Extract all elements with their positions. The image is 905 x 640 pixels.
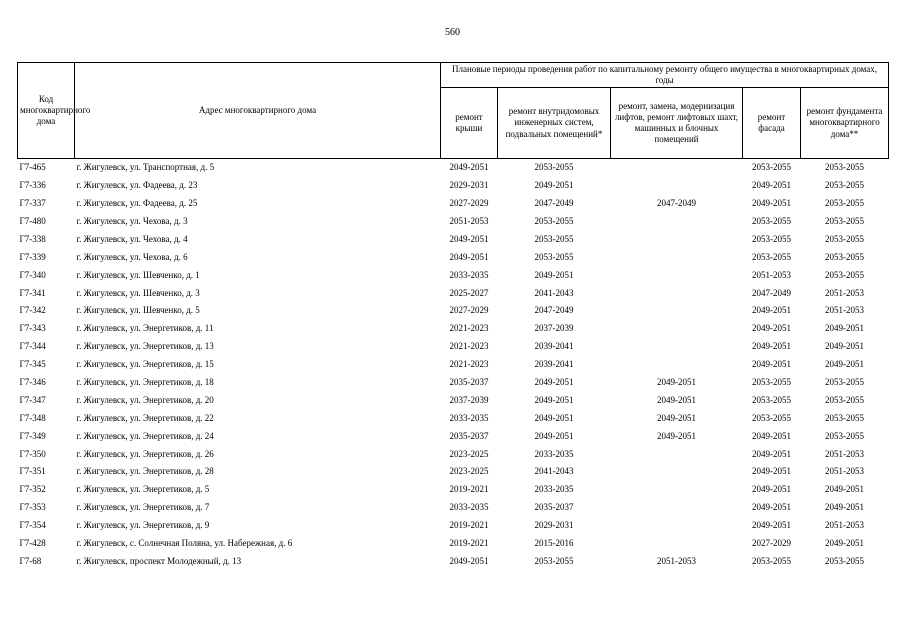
cell-code: Г7-465 (19, 162, 46, 173)
cell-facade: 2049-2051 (752, 305, 791, 316)
table-row (18, 195, 889, 213)
cell-lifts (611, 481, 743, 499)
cell-lifts (611, 213, 743, 231)
cell-lifts: 2049-2051 (657, 394, 696, 405)
cell-address: г. Жигулевск, с. Солнечная Поляна, ул. Набережная, д. 6 (76, 538, 293, 549)
cell-code: Г7-345 (19, 359, 46, 370)
cell-roof: 2049-2051 (449, 162, 489, 173)
cell-systems: 2053-2055 (534, 162, 574, 173)
table-row (18, 481, 889, 499)
cell-code: Г7-344 (19, 341, 46, 352)
cell-foundation: 2053-2055 (825, 412, 865, 423)
cell-code: Г7-68 (19, 555, 42, 566)
cell-roof: 2051-2053 (449, 215, 489, 226)
cell-code: Г7-336 (19, 180, 46, 191)
cell-address: г. Жигулевск, ул. Энергетиков, д. 9 (76, 520, 210, 531)
cell-address: г. Жигулевск, ул. Энергетиков, д. 11 (76, 323, 214, 334)
cell-foundation: 2051-2053 (825, 305, 865, 316)
cell-systems: 2049-2051 (534, 269, 574, 280)
cell-foundation: 2049-2051 (825, 538, 865, 549)
cell-code: Г7-343 (19, 323, 46, 334)
cell-address: г. Жигулевск, ул. Энергетиков, д. 24 (76, 430, 214, 441)
cell-facade: 2053-2055 (752, 162, 791, 173)
table-header (18, 63, 889, 159)
table-row (18, 463, 889, 481)
cell-systems: 2049-2051 (534, 412, 574, 423)
cell-systems: 2049-2051 (534, 180, 574, 191)
cell-code: Г7-428 (19, 538, 46, 549)
cell-systems: 2053-2055 (534, 233, 574, 244)
cell-lifts (611, 463, 743, 481)
table-body (18, 159, 889, 571)
cell-lifts (611, 356, 743, 374)
cell-facade: 2053-2055 (752, 394, 791, 405)
cell-foundation: 2053-2055 (825, 394, 865, 405)
cell-facade: 2049-2051 (752, 323, 791, 334)
header-address: Адрес многоквартирного дома (75, 63, 441, 159)
cell-foundation: 2051-2053 (825, 520, 865, 531)
cell-facade: 2053-2055 (752, 215, 791, 226)
cell-foundation: 2053-2055 (825, 555, 865, 566)
cell-facade: 2049-2051 (752, 448, 791, 459)
cell-facade: 2049-2051 (752, 341, 791, 352)
cell-facade: 2051-2053 (752, 269, 791, 280)
cell-facade: 2053-2055 (752, 251, 791, 262)
cell-systems: 2015-2016 (534, 538, 574, 549)
cell-facade: 2027-2029 (752, 538, 791, 549)
table-row (18, 499, 889, 517)
cell-lifts (611, 320, 743, 338)
cell-code: Г7-346 (19, 377, 46, 387)
cell-roof: 2021-2023 (449, 359, 489, 370)
cell-lifts (611, 338, 743, 356)
cell-facade: 2049-2051 (752, 484, 791, 495)
cell-foundation: 2053-2055 (825, 198, 865, 209)
table-row (18, 392, 889, 410)
cell-address: г. Жигулевск, ул. Энергетиков, д. 20 (76, 394, 214, 405)
table-row (18, 213, 889, 231)
cell-lifts: 2047-2049 (657, 198, 696, 209)
header-lifts: ремонт, замена, модернизация лифтов, ремонт лифтовых шахт, машинных и блочных помещений (611, 88, 743, 159)
cell-foundation: 2053-2055 (825, 215, 865, 226)
cell-code: Г7-340 (19, 269, 46, 280)
cell-code: Г7-349 (19, 430, 46, 441)
cell-foundation: 2049-2051 (825, 359, 865, 370)
cell-systems: 2049-2051 (534, 430, 574, 441)
cell-address: г. Жигулевск, ул. Энергетиков, д. 28 (76, 466, 214, 477)
capital-repair-table (17, 62, 889, 570)
cell-roof: 2049-2051 (449, 233, 489, 244)
cell-facade: 2053-2055 (752, 412, 791, 423)
cell-address: г. Жигулевск, ул. Фадеева, д. 23 (76, 180, 198, 191)
cell-lifts (611, 517, 743, 535)
cell-facade: 2053-2055 (752, 233, 791, 244)
cell-address: г. Жигулевск, ул. Энергетиков, д. 13 (76, 341, 214, 352)
cell-roof: 2023-2025 (449, 466, 489, 477)
table-row (18, 177, 889, 195)
cell-roof: 2033-2035 (449, 269, 489, 280)
cell-address: г. Жигулевск, ул. Энергетиков, д. 26 (76, 448, 214, 459)
cell-roof: 2029-2031 (449, 180, 489, 191)
cell-address: г. Жигулевск, ул. Энергетиков, д. 5 (76, 484, 210, 495)
cell-lifts: 2049-2051 (657, 430, 696, 441)
table-row (18, 553, 889, 571)
cell-roof: 2021-2023 (449, 323, 489, 334)
cell-lifts (611, 445, 743, 463)
cell-lifts (611, 266, 743, 284)
cell-code: Г7-338 (19, 233, 46, 244)
header-systems: ремонт внутридомовых инженерных систем, подвальных помещений* (498, 88, 611, 159)
cell-address: г. Жигулевск, ул. Шевченко, д. 3 (76, 287, 200, 298)
cell-foundation: 2053-2055 (825, 377, 865, 387)
cell-code: Г7-352 (19, 484, 46, 495)
cell-address: г. Жигулевск, ул. Чехова, д. 3 (76, 215, 188, 226)
cell-lifts (611, 231, 743, 249)
cell-roof: 2035-2037 (449, 430, 489, 441)
cell-code: Г7-351 (19, 466, 46, 477)
cell-lifts (611, 177, 743, 195)
cell-lifts (611, 159, 743, 177)
cell-roof: 2019-2021 (449, 538, 489, 549)
cell-lifts: 2049-2051 (657, 412, 696, 423)
cell-foundation: 2049-2051 (825, 484, 865, 495)
cell-code: Г7-347 (19, 394, 46, 405)
header-code: Код многоквартирного дома (18, 63, 75, 159)
cell-roof: 2049-2051 (449, 555, 489, 566)
cell-address: г. Жигулевск, ул. Энергетиков, д. 22 (76, 412, 214, 423)
cell-address: г. Жигулевск, ул. Энергетиков, д. 7 (76, 502, 210, 513)
cell-code: Г7-354 (19, 520, 46, 531)
cell-roof: 2025-2027 (449, 287, 489, 298)
cell-systems: 2033-2035 (534, 484, 574, 495)
cell-code: Г7-350 (19, 448, 46, 459)
cell-systems: 2039-2041 (534, 341, 574, 352)
cell-roof: 2023-2025 (449, 448, 489, 459)
cell-roof: 2019-2021 (449, 520, 489, 531)
cell-foundation: 2053-2055 (825, 251, 865, 262)
cell-systems: 2033-2035 (534, 448, 574, 459)
cell-roof: 2027-2029 (449, 198, 489, 209)
header-facade: ремонт фасада (743, 88, 801, 159)
cell-systems: 2041-2043 (534, 287, 574, 298)
table-row (18, 159, 889, 177)
cell-foundation: 2053-2055 (825, 430, 865, 441)
table-row (18, 535, 889, 553)
table-row (18, 266, 889, 284)
cell-systems: 2049-2051 (534, 377, 574, 387)
cell-lifts (611, 248, 743, 266)
table-row (18, 445, 889, 463)
cell-roof: 2027-2029 (449, 305, 489, 316)
cell-lifts: 2049-2051 (657, 377, 696, 387)
cell-facade: 2049-2051 (752, 520, 791, 531)
header-foundation: ремонт фундамента многоквартирного дома** (801, 88, 889, 159)
table-row (18, 284, 889, 302)
cell-foundation: 2051-2053 (825, 466, 865, 477)
cell-systems: 2053-2055 (534, 215, 574, 226)
cell-address: г. Жигулевск, проспект Молодежный, д. 13 (76, 555, 242, 566)
cell-facade: 2053-2055 (752, 377, 791, 387)
cell-systems: 2047-2049 (534, 198, 574, 209)
cell-roof: 2033-2035 (449, 502, 489, 513)
cell-foundation: 2051-2053 (825, 287, 865, 298)
cell-address: г. Жигулевск, ул. Энергетиков, д. 15 (76, 359, 214, 370)
cell-code: Г7-339 (19, 251, 46, 262)
table-row (18, 302, 889, 320)
table-row (18, 231, 889, 249)
cell-foundation: 2049-2051 (825, 341, 865, 352)
cell-facade: 2049-2051 (752, 430, 791, 441)
cell-facade: 2049-2051 (752, 198, 791, 209)
cell-roof: 2033-2035 (449, 412, 489, 423)
table-row (18, 320, 889, 338)
cell-facade: 2053-2055 (752, 555, 791, 566)
cell-foundation: 2053-2055 (825, 233, 865, 244)
cell-roof: 2037-2039 (449, 394, 489, 405)
table-row (18, 338, 889, 356)
cell-lifts (611, 302, 743, 320)
cell-foundation: 2053-2055 (825, 162, 865, 173)
cell-code: Г7-353 (19, 502, 46, 513)
table-row (18, 517, 889, 535)
cell-code: Г7-480 (19, 215, 46, 226)
cell-foundation: 2053-2055 (825, 269, 865, 280)
header-roof: ремонт крыши (441, 88, 498, 159)
cell-systems: 2039-2041 (534, 359, 574, 370)
cell-code: Г7-337 (19, 198, 46, 209)
cell-systems: 2029-2031 (534, 520, 574, 531)
cell-foundation: 2049-2051 (825, 502, 865, 513)
cell-systems: 2049-2051 (534, 394, 574, 405)
cell-systems: 2053-2055 (534, 251, 574, 262)
table-row (18, 409, 889, 427)
cell-roof: 2019-2021 (449, 484, 489, 495)
cell-code: Г7-348 (19, 412, 46, 423)
cell-facade: 2049-2051 (752, 359, 791, 370)
table-row (18, 374, 889, 392)
cell-facade: 2049-2051 (752, 466, 791, 477)
cell-lifts: 2051-2053 (657, 555, 696, 566)
table-row (18, 248, 889, 266)
cell-code: Г7-341 (19, 287, 46, 298)
cell-address: г. Жигулевск, ул. Чехова, д. 4 (76, 233, 188, 244)
cell-systems: 2035-2037 (534, 502, 574, 513)
cell-address: г. Жигулевск, ул. Шевченко, д. 1 (76, 269, 200, 280)
cell-lifts (611, 535, 743, 553)
cell-systems: 2041-2043 (534, 466, 574, 477)
cell-lifts (611, 284, 743, 302)
cell-roof: 2049-2051 (449, 251, 489, 262)
cell-code: Г7-342 (19, 305, 46, 316)
cell-systems: 2053-2055 (534, 555, 574, 566)
cell-systems: 2037-2039 (534, 323, 574, 334)
cell-address: г. Жигулевск, ул. Шевченко, д. 5 (76, 305, 200, 316)
header-periods: Плановые периоды проведения работ по капитальному ремонту общего имущества в многоквартирных домах, годы (441, 63, 889, 88)
cell-address: г. Жигулевск, ул. Транспортная, д. 5 (76, 162, 215, 173)
cell-roof: 2021-2023 (449, 341, 489, 352)
cell-systems: 2047-2049 (534, 305, 574, 316)
cell-foundation: 2049-2051 (825, 323, 865, 334)
page-number: 560 (445, 27, 460, 38)
cell-address: г. Жигулевск, ул. Фадеева, д. 25 (76, 198, 198, 209)
cell-foundation: 2051-2053 (825, 448, 865, 459)
table-row (18, 356, 889, 374)
cell-roof: 2035-2037 (449, 377, 489, 387)
cell-address: г. Жигулевск, ул. Энергетиков, д. 18 (76, 377, 214, 387)
cell-foundation: 2053-2055 (825, 180, 865, 191)
table-row (18, 427, 889, 445)
cell-facade: 2047-2049 (752, 287, 791, 298)
cell-facade: 2049-2051 (752, 502, 791, 513)
cell-lifts (611, 499, 743, 517)
cell-facade: 2049-2051 (752, 180, 791, 191)
cell-address: г. Жигулевск, ул. Чехова, д. 6 (76, 251, 188, 262)
